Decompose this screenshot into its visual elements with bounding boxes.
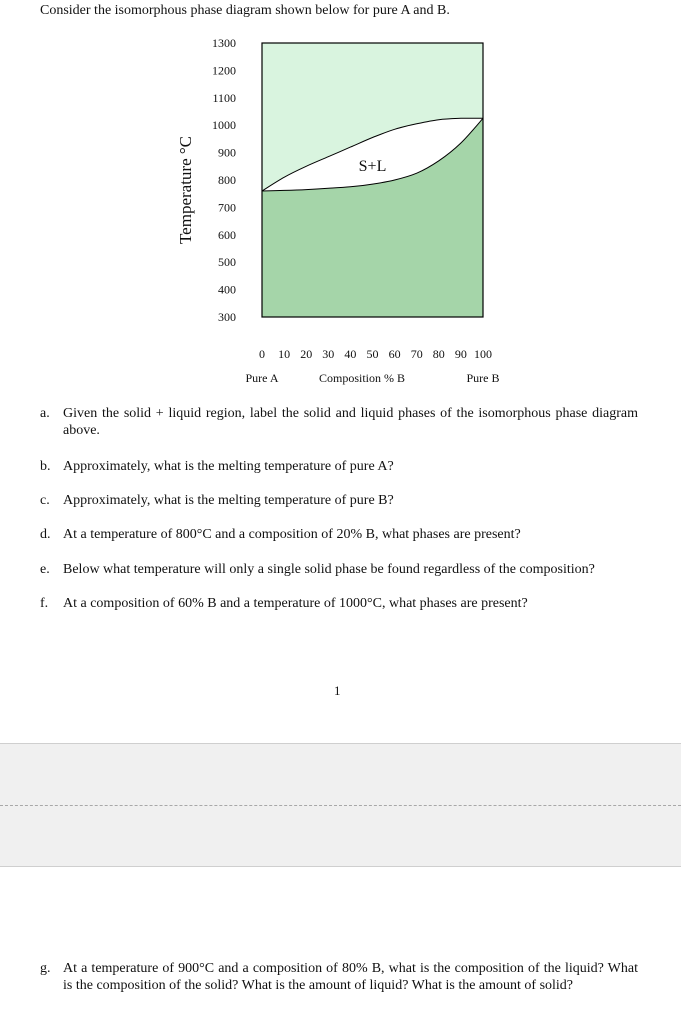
page-number: 1 [334,683,341,698]
question-e [40,561,638,578]
x-tick-label: 10 [278,347,291,361]
y-tick-label: 400 [218,282,236,297]
y-tick-label: 900 [218,145,236,160]
x-tick-label: 50 [366,347,379,361]
x-tick-label: 90 [454,347,467,361]
y-axis-label: Temperature °C [176,135,195,245]
question-c [40,492,638,509]
x-tick-label: 60 [388,347,401,361]
two-phase-label: S+L [358,157,387,175]
x-label-pure-b: Pure B [466,371,500,385]
x-tick-label: 80 [432,347,445,361]
question-text: Given the solid + liquid region, label the solid and liquid phases of the isomorphous phase diagram above. [63,406,638,438]
x-tick-label: 40 [344,347,357,361]
question-b [40,458,638,475]
question-text: At a temperature of 800°C and a composition of 20% B, what phases are present? [63,527,521,542]
x-label-pure-a: Pure A [245,371,279,385]
x-tick-label: 70 [410,347,423,361]
question-letter: c. [40,493,50,508]
question-text: Approximately, what is the melting temperature of pure B? [63,493,394,508]
y-tick-label: 700 [218,200,236,215]
y-tick-label: 500 [218,255,236,270]
question-letter: g. [40,961,51,976]
page-break-line [0,805,681,806]
y-tick-label: 1200 [212,63,236,78]
y-tick-label: 300 [218,310,236,324]
question-letter: f. [40,596,49,611]
question-g [40,960,638,994]
x-axis-label: Composition % B [318,371,406,385]
y-tick-label: 600 [218,227,236,242]
y-tick-label: 800 [218,173,236,187]
question-letter: e. [40,562,50,577]
x-tick-label: 20 [300,347,313,361]
y-tick-label: 1300 [212,36,236,50]
question-text: Approximately, what is the melting temperature of pure A? [63,459,394,474]
question-text: At a composition of 60% B and a temperature of 1000°C, what phases are present? [63,596,528,611]
y-tick-label: 1100 [212,90,236,105]
phase-diagram [0,0,681,400]
question-letter: b. [40,459,51,474]
x-tick-label: 100 [474,347,492,361]
y-tick-label: 1000 [212,118,236,133]
question-letter: d. [40,527,51,542]
question-d [40,526,638,543]
question-a [40,405,638,439]
question-f [40,595,638,612]
x-tick-label: 30 [322,347,335,361]
question-letter: a. [40,406,50,421]
question-text: Below what temperature will only a single solid phase be found regardless of the composition? [63,562,595,577]
x-tick-label: 0 [259,347,265,361]
question-text: At a temperature of 900°C and a composition of 80% B, what is the composition of the liquid? What is the composition of the solid? What is the amount of liquid? What is the amount of solid? [63,961,638,993]
intro-text: Consider the isomorphous phase diagram shown below for pure A and B. [40,3,450,18]
